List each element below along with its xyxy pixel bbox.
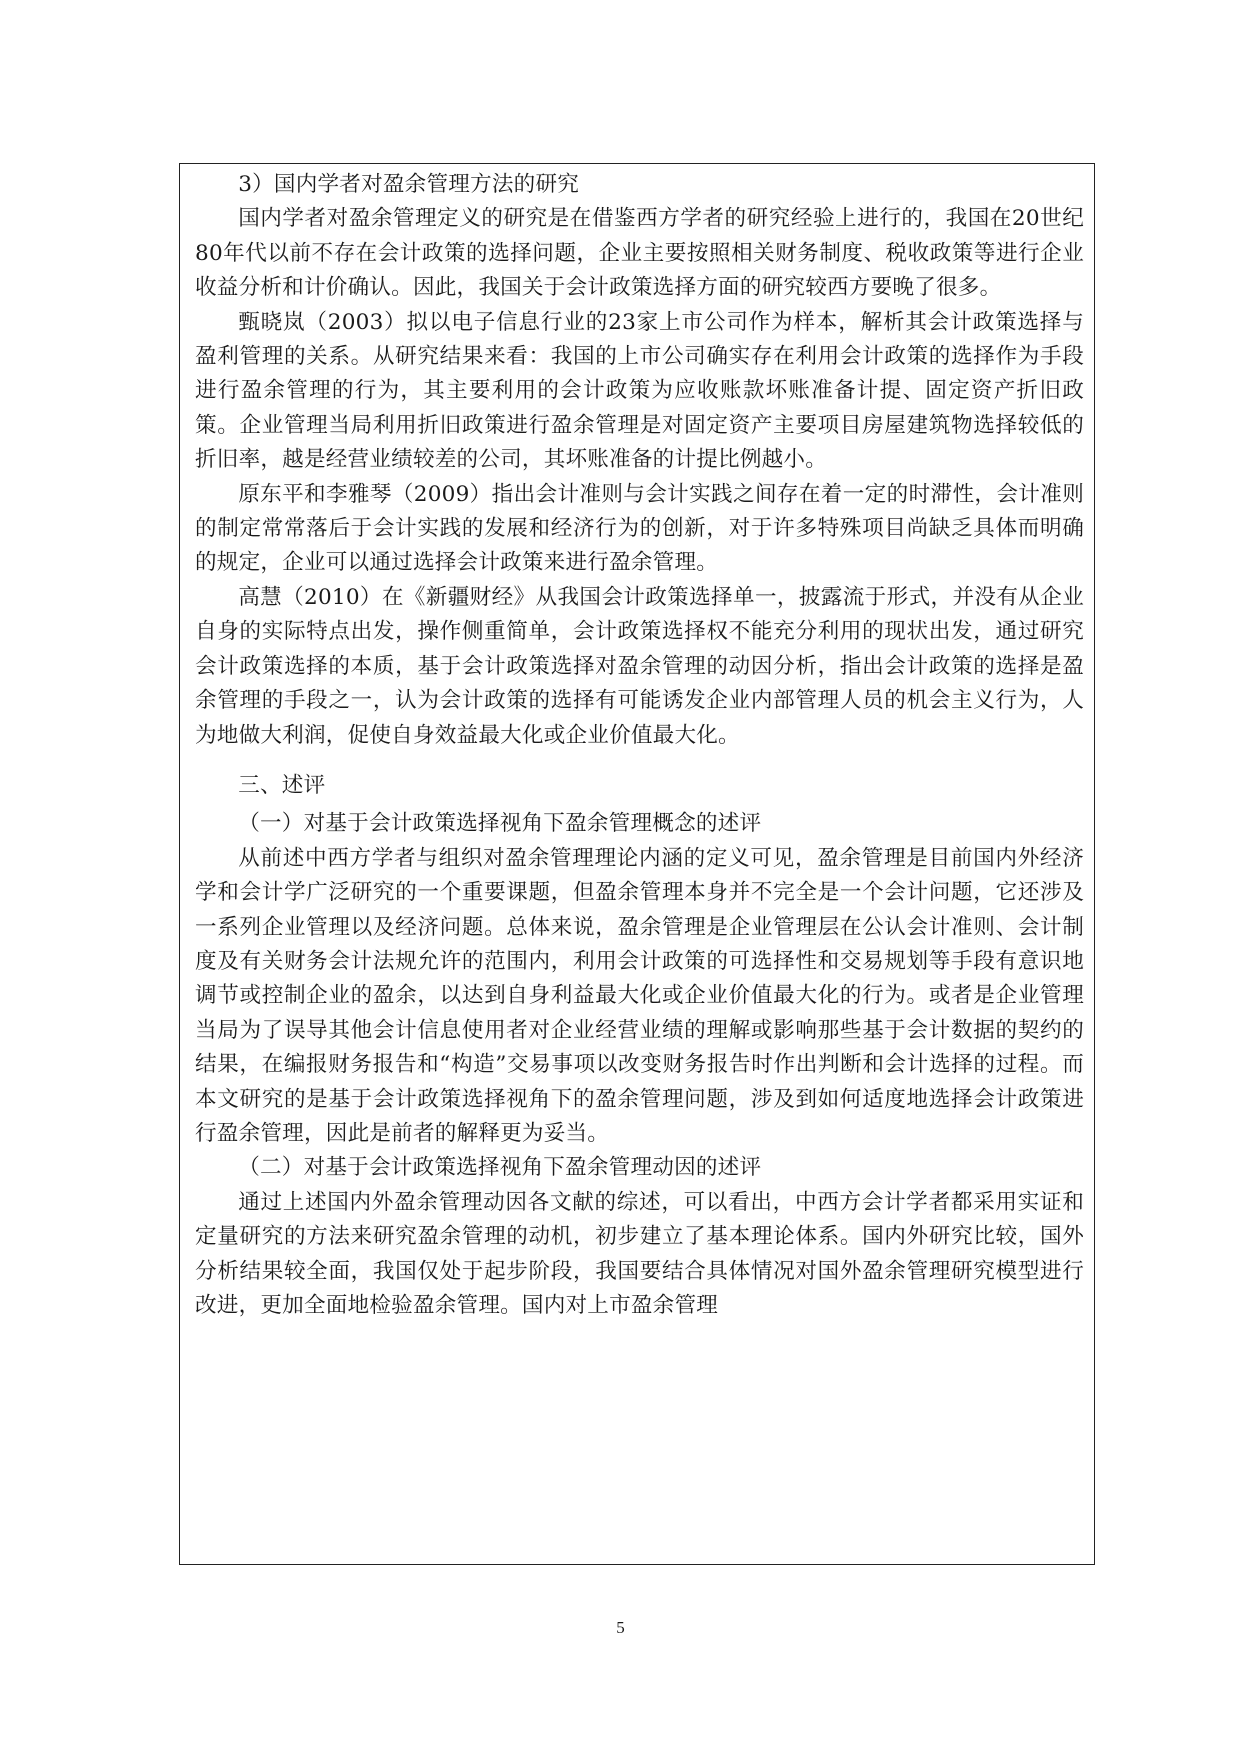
paragraph-yuan-dongping: 原东平和李雅琴（2009）指出会计准则与会计实践之间存在着一定的时滞性，会计准则的制定常常落后于会计实践的发展和经济行为的创新，对于许多特殊项目尚缺乏具体而明确的规定，企业可以通过选择会计政策来进行盈余管理。 — [195, 481, 1084, 576]
subsection-heading-domestic-methods: 3）国内学者对盈余管理方法的研究 — [238, 172, 580, 197]
page-number: 5 — [616, 1618, 625, 1637]
section-heading-review: 三、述评 — [238, 772, 326, 798]
document-frame — [179, 163, 1095, 1565]
paragraph-motive-review: 通过上述国内外盈余管理动因各文献的综述，可以看出，中西方会计学者都采用实证和定量研究的方法来研究盈余管理的动机，初步建立了基本理论体系。国内外研究比较，国外分析结果较全面，我国仅处于起步阶段，我国要结合具体情况对国外盈余管理研究模型进行改进，更加全面地检验盈余管理。国内对上市盈余管理 — [195, 1189, 1084, 1318]
subsection-heading-concept-review: （一）对基于会计政策选择视角下盈余管理概念的述评 — [238, 811, 762, 837]
subsection-heading-motive-review: （二）对基于会计政策选择视角下盈余管理动因的述评 — [238, 1155, 762, 1181]
paragraph-domestic-definition: 国内学者对盈余管理定义的研究是在借鉴西方学者的研究经验上进行的，我国在20世纪80年代以前不存在会计政策的选择问题，企业主要按照相关财务制度、税收政策等进行企业收益分析和计价确认。因此，我国关于会计政策选择方面的研究较西方要晚了很多。 — [195, 206, 1084, 301]
paragraph-zhen-xiaolan: 甄晓岚（2003）拟以电子信息行业的23家上市公司作为样本，解析其会计政策选择与盈利管理的关系。从研究结果来看：我国的上市公司确实存在利用会计政策的选择作为手段进行盈余管理的行为，其主要利用的会计政策为应收账款坏账准备计提、固定资产折旧政策。企业管理当局利用折旧政策进行盈余管理是对固定资产主要项目房屋建筑物选择较低的折旧率，越是经营业绩较差的公司，其坏账准备的计提比例越小。 — [195, 309, 1084, 473]
paragraph-gao-hui: 高慧（2010）在《新疆财经》从我国会计政策选择单一，披露流于形式，并没有从企业自身的实际特点出发，操作侧重简单，会计政策选择权不能充分利用的现状出发，通过研究会计政策选择的本质，基于会计政策选择对盈余管理的动因分析，指出会计政策的选择是盈余管理的手段之一，认为会计政策的选择有可能诱发企业内部管理人员的机会主义行为，人为地做大利润，促使自身效益最大化或企业价值最大化。 — [195, 584, 1084, 748]
paragraph-concept-review: 从前述中西方学者与组织对盈余管理理论内涵的定义可见，盈余管理是目前国内外经济学和会计学广泛研究的一个重要课题，但盈余管理本身并不完全是一个会计问题，它还涉及一系列企业管理以及经济问题。总体来说，盈余管理是企业管理层在公认会计准则、会计制度及有关财务会计法规允许的范围内，利用会计政策的可选择性和交易规划等手段有意识地调节或控制企业的盈余，以达到自身利益最大化或企业价值最大化的行为。或者是企业管理当局为了误导其他会计信息使用者对企业经营业绩的理解或影响那些基于会计数据的契约的结果，在编报财务报告和“构造”交易事项以改变财务报告时作出判断和会计选择的过程。而本文研究的是基于会计政策选择视角下的盈余管理问题，涉及到如何适度地选择会计政策进行盈余管理，因此是前者的解释更为妥当。 — [195, 845, 1084, 1146]
